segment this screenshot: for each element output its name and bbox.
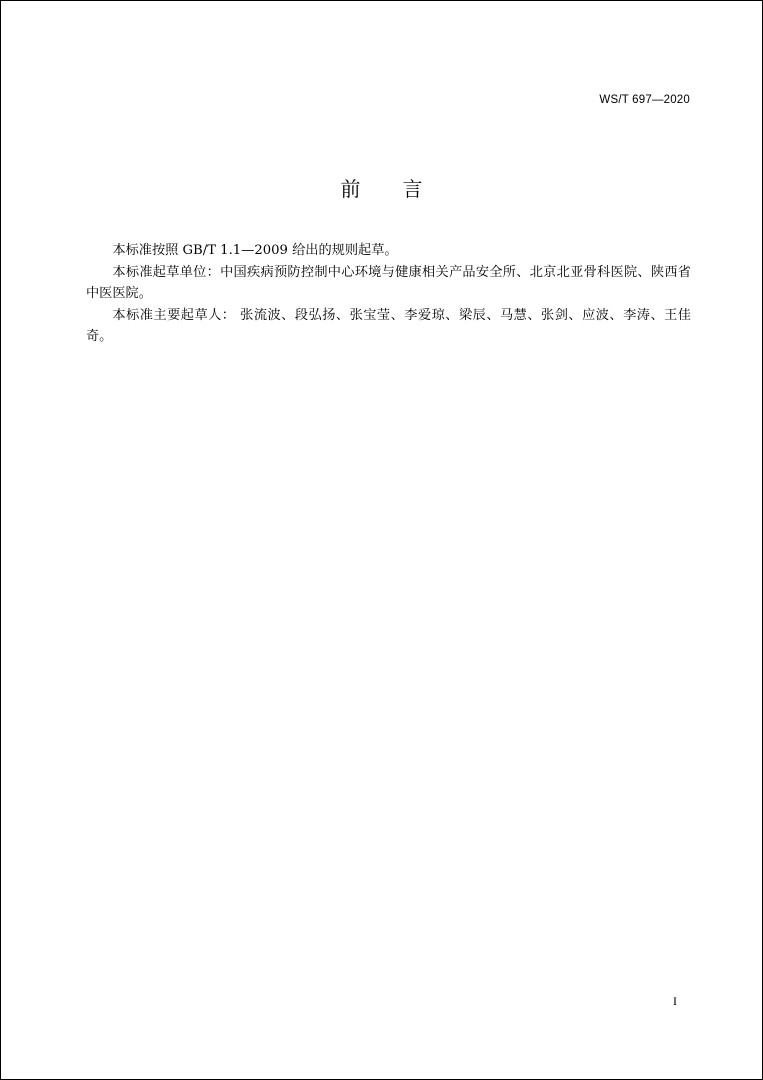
paragraph-drafting-units: 本标准起草单位：中国疾病预防控制中心环境与健康相关产品安全所、北京北亚骨科医院、陕西省中医医院。 xyxy=(86,264,691,301)
title-char-1: 前 xyxy=(340,177,361,201)
page-number: I xyxy=(673,994,677,1008)
standard-code: WS/T 697—2020 xyxy=(599,94,690,106)
title-char-2: 言 xyxy=(402,177,423,201)
page-title xyxy=(1,173,762,202)
preface-body xyxy=(86,240,691,348)
paragraph-drafters: 本标准主要起草人： 张流波、段弘扬、张宝莹、李爱琼、梁辰、马慧、张剑、应波、李涛、王佳奇。 xyxy=(86,307,691,344)
paragraph-drafting-rules: 本标准按照 GB/T 1.1—2009 给出的规则起草。 xyxy=(112,243,398,258)
